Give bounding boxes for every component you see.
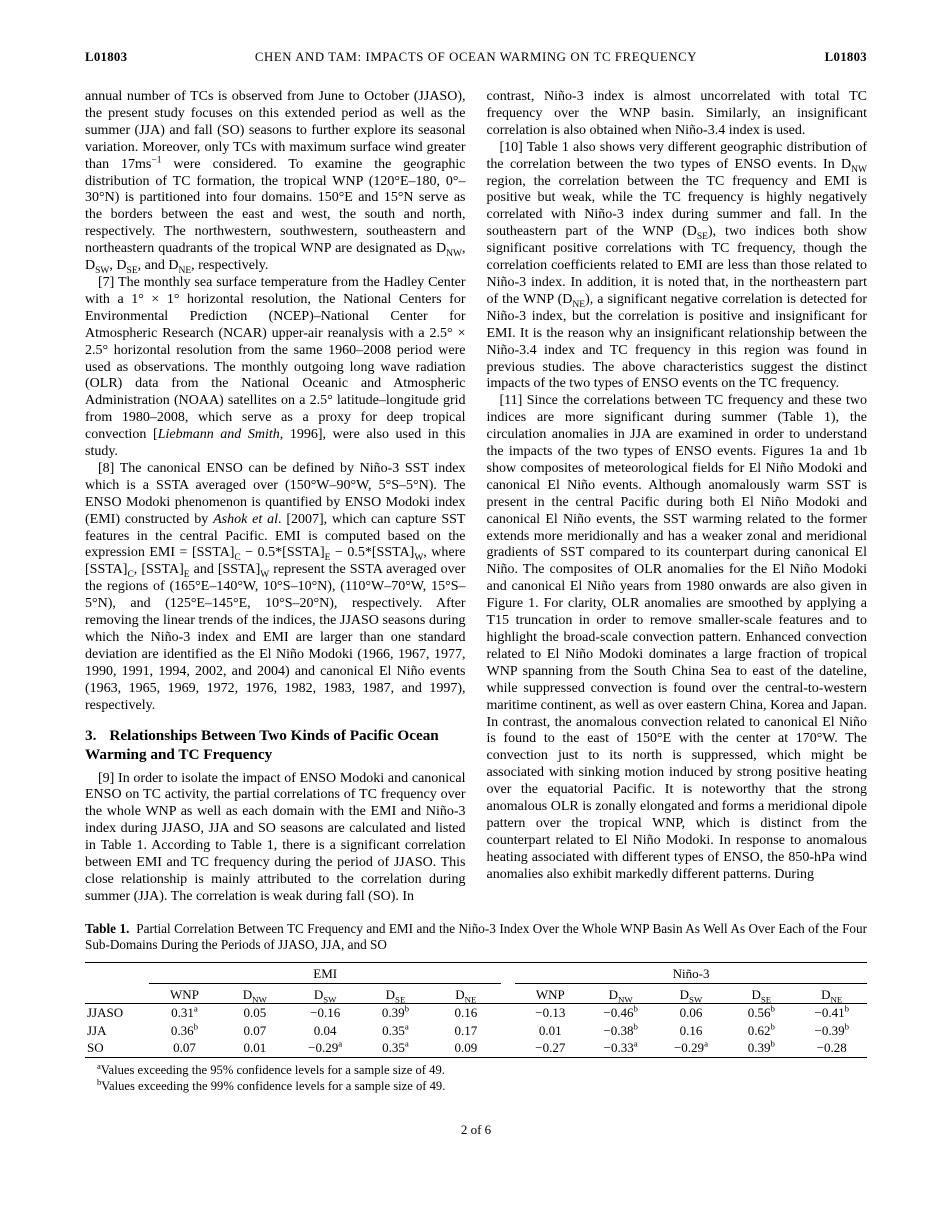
column-header: $D_{NW}$ bbox=[220, 983, 290, 1004]
table-cell: 0.16 bbox=[454, 1005, 478, 1021]
column-header: $D_{NE}$ bbox=[797, 983, 868, 1004]
table-cell: −0.27 bbox=[535, 1040, 566, 1056]
table-cell: 0.62$^b$ bbox=[747, 1021, 775, 1038]
table-cell: 0.16 bbox=[679, 1022, 703, 1038]
table-caption bbox=[85, 921, 867, 954]
table-cell: 0.06 bbox=[679, 1005, 703, 1021]
column-header: WNP bbox=[515, 983, 585, 1004]
table-cell: 0.04 bbox=[313, 1022, 337, 1038]
page-number: 2 of 6 bbox=[460, 1122, 492, 1138]
section-title: Relationships Between Two Kinds of Pacific Ocean Warming and TC Frequency bbox=[85, 726, 439, 764]
table-corner-cell bbox=[85, 962, 149, 983]
table-row bbox=[85, 1022, 867, 1040]
table-cell: 0.07 bbox=[243, 1022, 267, 1038]
table-cell: −0.29$^a$ bbox=[673, 1039, 708, 1056]
table-cell: 0.39$^b$ bbox=[747, 1039, 775, 1056]
footnote-b: $^b$Values exceeding the 99% confidence levels for a sample size of 49. bbox=[97, 1076, 446, 1093]
table-cell: −0.46$^b$ bbox=[603, 1003, 638, 1021]
table-caption-text: Partial Correlation Between TC Frequency and EMI and the Niño-3 Index Over the Whole WNP Basin As Well As Over Each of the Four Sub-Domains During the Periods of JJASO, JJA, and SO bbox=[85, 920, 868, 953]
table-spacer bbox=[501, 1039, 515, 1057]
table-cell: 0.05 bbox=[243, 1005, 267, 1021]
paragraph-8: [8] The canonical ENSO can be defined by Niño-3 SST index which is a SSTA averaged over (150°W–90°W, 5°S–5°N). The ENSO Modoki phenomenon is quantified by ENSO Modoki index (EMI) constructed by Ashok et al. [2007], which can capture SST features in the central Pacific. EMI is computed based on the expression EMI = $[SSTA]_C$ − $0.5*[SSTA]_E$ − $0.5*[SSTA]_W$, where $[SSTA]_C$, $[SSTA]_E$ and $[SSTA]_W$ represent the SSTA averaged over the regions of (165°E–140°W, 10°S–10°N), (110°W–70°W, 15°S–5°N), and (125°E–145°E, 10°S–20°N), respectively. After removing the linear trends of the indices, the JJASO seasons during which the Niño-3 index and EMI are larger than one standard deviation are identified as the El Niño Modoki (1966, 1967, 1977, 1990, 1991, 1994, 2002, and 2004) and canonical El Niño events (1963, 1965, 1969, 1972, 1976, 1982, 1983, 1987, and 1997), respectively. bbox=[85, 460, 466, 713]
paragraph-7: [7] The monthly sea surface temperature from the Hadley Center with a 1° × 1° horizontal resolution, the National Centers for Environmental Prediction (NCEP)–National Center for Atmospheric Research (NCAR) upper-air reanalysis with a 2.5° × 2.5° horizontal resolution from the same 1960–2008 period were used as observations. The monthly outgoing long wave radiation (OLR) data from the National Oceanic and Atmospheric Administration (NOAA) satellites on a 2.5° latitude–longitude grid from 1980–2008, which serve as a proxy for deep tropical convection [Liebmann and Smith, 1996], were also used in this study. bbox=[85, 274, 466, 460]
section-heading bbox=[85, 726, 466, 765]
table-cell: 0.35$^a$ bbox=[382, 1039, 409, 1056]
table-cell: −0.38$^b$ bbox=[603, 1021, 638, 1038]
column-header: $D_{NE}$ bbox=[431, 983, 501, 1004]
table-cell: −0.13 bbox=[535, 1005, 566, 1021]
group-header-emi: EMI bbox=[149, 962, 501, 983]
paragraph-continuation-right: contrast, Niño-3 index is almost uncorrelated with total TC frequency over the WNP basin. Similarly, an insignificant correlation is also obtained when Niño-3.4 index is used. bbox=[486, 89, 867, 138]
table-row bbox=[85, 1004, 867, 1022]
row-label: JJA bbox=[87, 1022, 107, 1038]
table-row bbox=[85, 1039, 867, 1057]
table-cell: 0.09 bbox=[454, 1040, 478, 1056]
column-header: $D_{SW}$ bbox=[290, 983, 360, 1004]
paragraph-11: [11] Since the correlations between TC frequency and these two indices are more significant during summer (Table 1), the circulation anomalies in JJA are examined in order to understand the impacts of the two types of ENSO events. Figures 1a and 1b show composites of meteorological fields for El Niño Modoki and canonical El Niño events. Although anomalously warm SST is present in the central Pacific during both El Niño Modoki and canonical El Niño events, the SST warming related to the former extends more meridionally and has a weaker zonal and meridional gradients of SST compared to its counterpart during canonical El Niño. The composites of OLR anomalies for the El Niño Modoki and canonical El Niño years from 1980 onwards are also given in Figure 1. For clarity, OLR anomalies are smoothed by applying a T15 truncation in order to remove smaller-scale features and to highlight the broad-scale convection pattern. Enhanced convection related to El Niño Modoki dominates a large fraction of tropical WNP spanning from the South China Sea to east of the dateline, while suppressed convection is found over the central-to-western maritime continent, as well as over eastern China, Korea and Japan. In contrast, the anomalous convection related to canonical El Niño is found to the east of 150°E with the center at 170°W. The convection just to its north is suppressed, which might be associated with sinking motion induced by strong positive heating over the equatorial Pacific. It is noteworthy that the strong anomalous OLR is zonally elongated and forms a meridional dipole pattern over the tropical WNP, which is distinct from the counterpart related to El Niño Modoki. In response to anomalous heating associated with different types of ENSO, the 850-hPa wind anomalies also exhibit markedly different patterns. During bbox=[486, 393, 867, 882]
table-spacer bbox=[501, 1022, 515, 1040]
table-cell: −0.29$^a$ bbox=[308, 1039, 343, 1056]
left-column bbox=[85, 89, 466, 906]
running-head bbox=[85, 50, 867, 65]
page-footer bbox=[85, 1122, 867, 1138]
row-label: JJASO bbox=[87, 1005, 124, 1021]
table-spacer bbox=[501, 1004, 515, 1022]
column-header: $D_{SE}$ bbox=[726, 983, 796, 1004]
running-title: CHEN AND TAM: IMPACTS OF OCEAN WARMING ON TC FREQUENCY bbox=[254, 50, 698, 64]
table-cell: 0.07 bbox=[173, 1040, 196, 1056]
table-cell: 0.36$^b$ bbox=[170, 1021, 199, 1038]
paragraph-continuation-left: annual number of TCs is observed from June to October (JJASO), the present study focuses on this extended period as well as the summer (JJA) and fall (SO) seasons to further explore its seasonal variation. Moreover, only TCs with maximum surface wind greater than $17ms^{-1}$ were considered. To examine the geographic distribution of TC formation, the tropical WNP (120°E–180, 0°–30°N) is partitioned into four domains. 150°E and 15°N serve as the borders between the east and west, the south and north, respectively. The northwestern, southwestern, southeastern and northeastern quadrants of the tropical WNP are designated as $D_{NW}$, $D_{SW}$, $D_{SE}$, and $D_{NE}$, respectively. bbox=[85, 89, 466, 276]
section-number: 3. bbox=[85, 726, 97, 744]
correlation-table bbox=[85, 962, 867, 1058]
paragraph-9: [9] In order to isolate the impact of ENSO Modoki and canonical ENSO on TC activity, the partial correlations of TC frequency over the whole WNP as well as each domain with the EMI and Niño-3 index during JJASO, JJA and SO seasons are calculated and listed in Table 1. According to Table 1, there is a significant correlation between EMI and TC frequency during the period of JJASO. This close relationship is mainly attributed to the correlation during summer (JJA). The correlation is weak during fall (SO). In bbox=[85, 770, 466, 904]
table-cell: −0.39$^b$ bbox=[814, 1021, 849, 1038]
table-1-block bbox=[85, 921, 867, 1094]
table-spacer bbox=[501, 962, 515, 983]
group-header-nino3: Niño-3 bbox=[515, 962, 867, 983]
table-caption-label: Table 1. bbox=[85, 920, 130, 936]
column-header: $D_{NW}$ bbox=[585, 983, 655, 1004]
table-cell: −0.41$^b$ bbox=[814, 1003, 849, 1021]
footnote-a: $^a$Values exceeding the 95% confidence levels for a sample size of 49. bbox=[97, 1060, 445, 1077]
body-columns bbox=[85, 89, 867, 906]
table-cell: 0.56$^b$ bbox=[747, 1003, 775, 1021]
column-header: WNP bbox=[149, 983, 219, 1004]
table-cell: −0.16 bbox=[310, 1005, 341, 1021]
table-cell: 0.01 bbox=[243, 1040, 267, 1056]
table-cell: 0.35$^a$ bbox=[382, 1021, 409, 1038]
table-cell: 0.31$^a$ bbox=[171, 1003, 198, 1021]
table-cell: 0.17 bbox=[454, 1022, 478, 1038]
column-header: $D_{SE}$ bbox=[360, 983, 430, 1004]
table-cell: 0.01 bbox=[538, 1022, 562, 1038]
column-header: $D_{SW}$ bbox=[656, 983, 726, 1004]
table-spacer bbox=[501, 983, 515, 1004]
row-label: SO bbox=[87, 1040, 104, 1056]
table-cell: 0.39$^b$ bbox=[381, 1003, 410, 1021]
article-id-left: L01803 bbox=[85, 50, 128, 64]
paragraph-10: [10] Table 1 also shows very different geographic distribution of the correlation between the two types of ENSO events. In $D_{NW}$ region, the correlation between the TC frequency and EMI is positive but weak, while the TC frequency is highly negatively correlated with Niño-3 index during summer and fall. In the southeastern part of the WNP $(D_{SE})$, two indices both show significant positive correlations with TC frequency, though the correlation coefficients related to EMI are less than those related to Niño-3 index. In addition, it is noted that, in the northeastern part of the WNP $(D_{NE})$, a significant negative correlation is detected for Niño-3 index, but the correlation is positive and insignificant for EMI. It is the reason why an insignificant relationship between the Niño-3.4 index and TC frequency in this region was found in previous studies. The above characteristics suggest the distinct impacts of the two types of ENSO events on the TC frequency. bbox=[486, 139, 867, 392]
table-corner-cell bbox=[85, 983, 149, 1004]
table-footnotes bbox=[85, 1060, 867, 1094]
table-cell: −0.33$^a$ bbox=[603, 1039, 638, 1056]
article-id-right: L01803 bbox=[824, 50, 867, 64]
table-cell: −0.28 bbox=[816, 1040, 847, 1056]
right-column bbox=[487, 89, 868, 906]
